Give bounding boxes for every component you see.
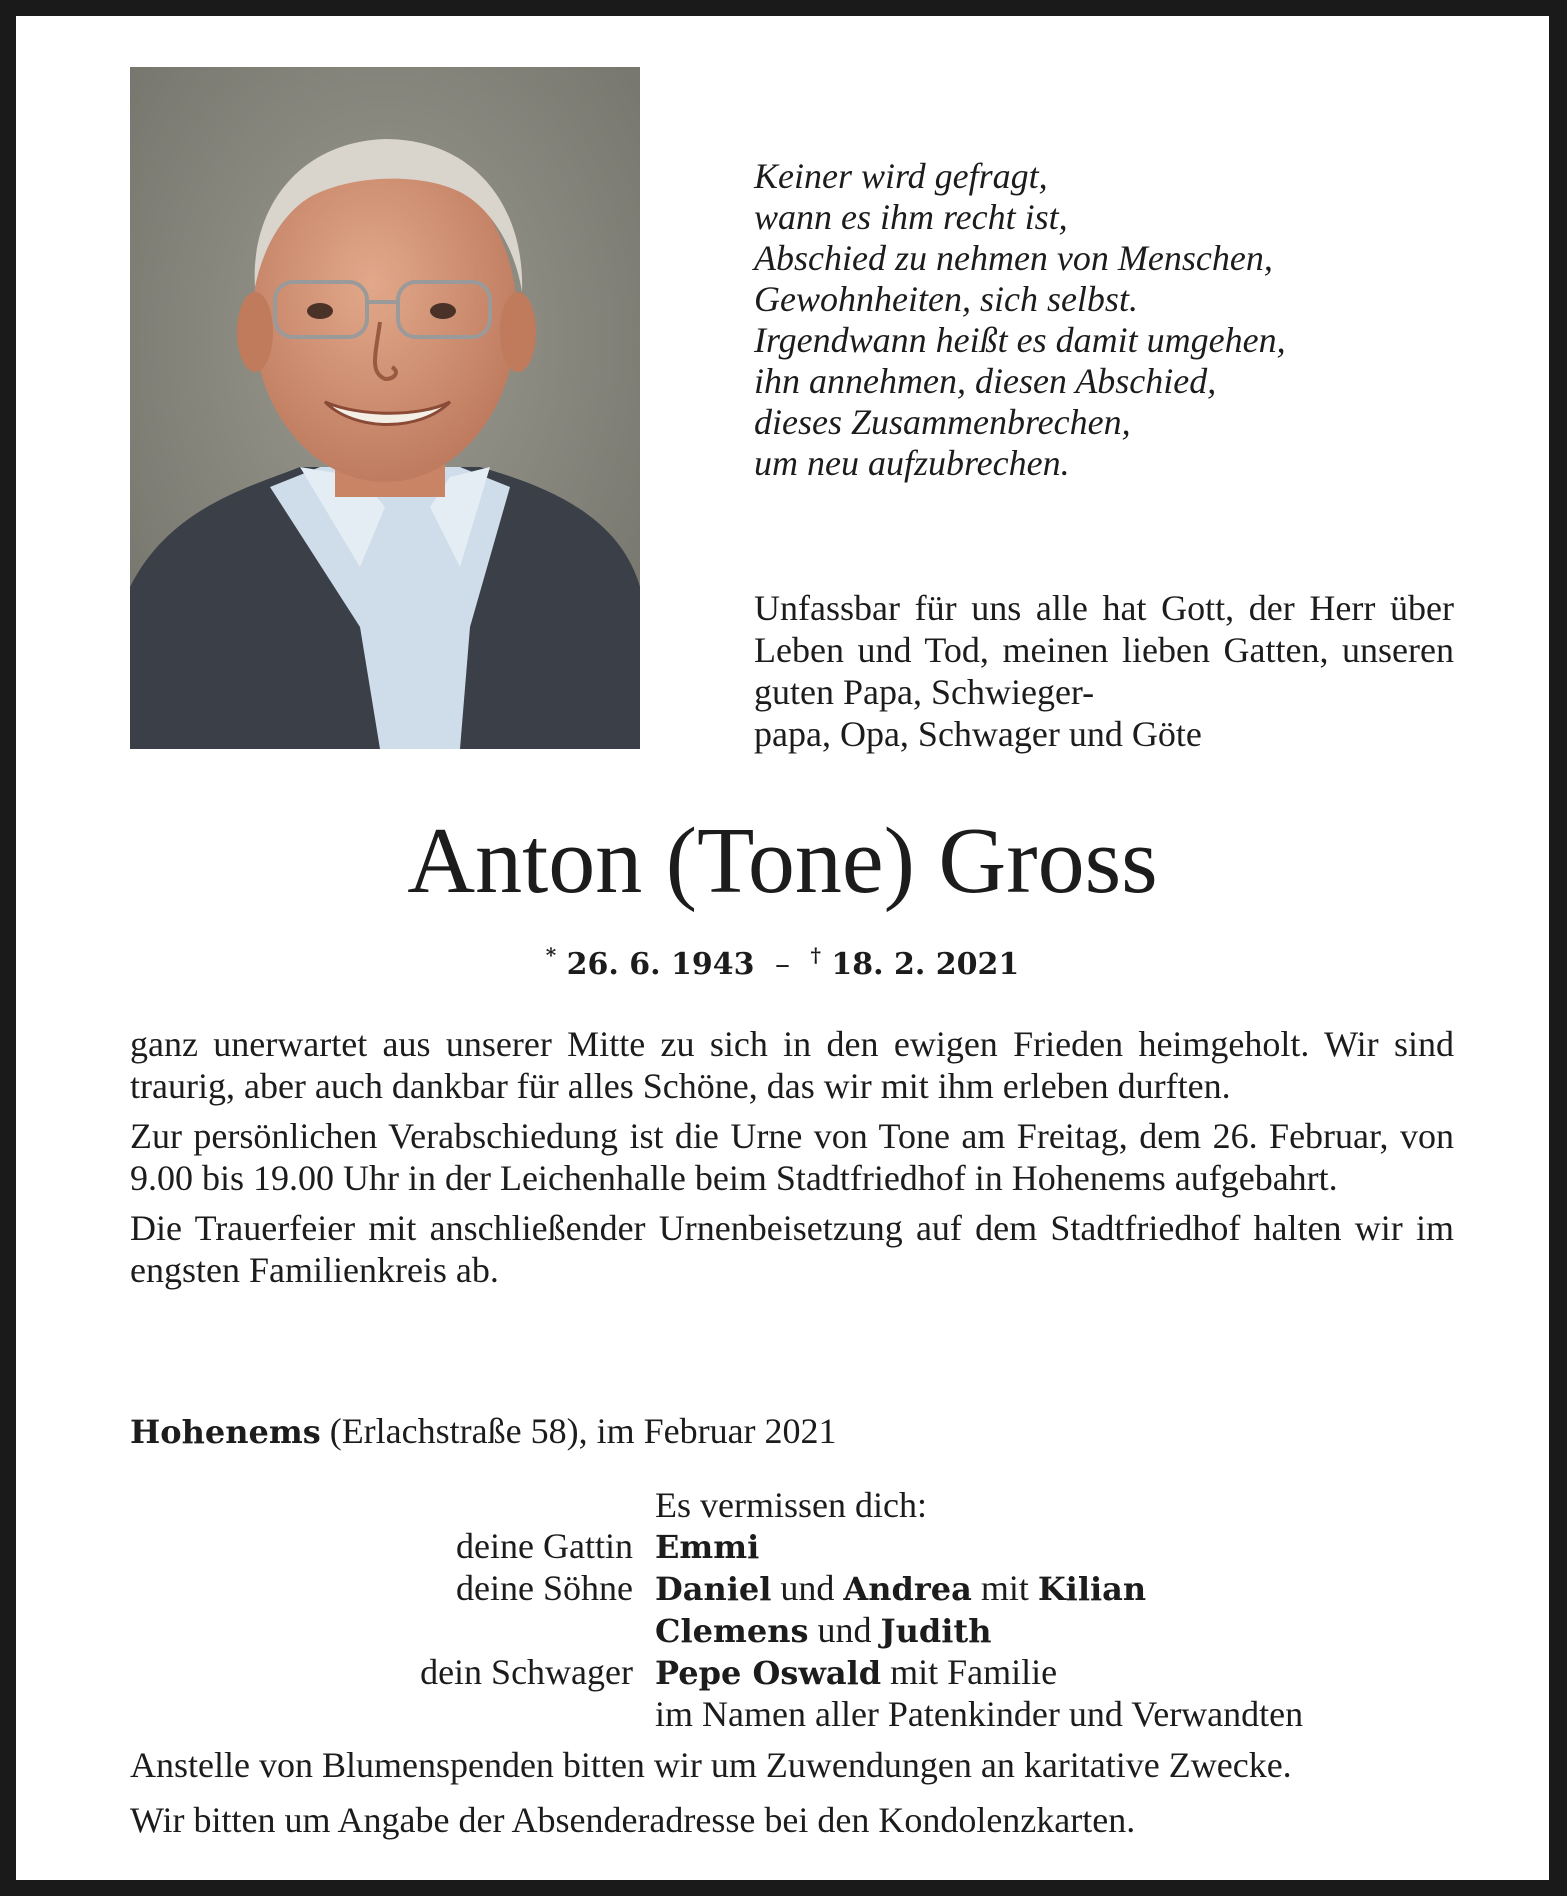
- deceased-name: Anton (Tone) Gross: [407, 809, 1158, 913]
- mourner-row-others: [130, 1694, 1454, 1735]
- obituary-page: [16, 16, 1549, 1880]
- name-son-2: Clemens: [655, 1612, 809, 1650]
- death-symbol: †: [810, 943, 821, 967]
- death-date: 18. 2. 2021: [831, 947, 1020, 982]
- portrait-photo: [130, 67, 640, 749]
- name-son-1: Daniel: [655, 1570, 772, 1608]
- birth-symbol: *: [545, 943, 557, 967]
- brother-suffix: mit Familie: [890, 1652, 1058, 1692]
- mourner-row-brother-in-law: [130, 1652, 1454, 1694]
- address-request-note: Wir bitten um Angabe der Absenderadresse bei den Kondolenzkarten.: [130, 1800, 1136, 1840]
- name-grandchild: Kilian: [1037, 1570, 1147, 1608]
- name-brother-in-law: Pepe Oswald: [655, 1654, 882, 1692]
- name-spouse-2: Judith: [880, 1612, 992, 1650]
- place-date-line: [130, 1410, 1454, 1453]
- intro-paragraph: Unfassbar für uns alle hat Gott, der Herr über Leben und Tod, meinen lieben Gatten, unseren guten Papa, Schwieger- papa, Opa, Schwager und Göte: [754, 588, 1454, 754]
- conjunction-2: und: [817, 1610, 872, 1650]
- birth-date: 26. 6. 1943: [566, 947, 755, 982]
- mourners-list: [130, 1485, 1454, 1735]
- poem: Keiner wird gefragt, wann es ihm recht ist, Abschied zu nehmen von Menschen, Gewohnheiten, sich selbst. Irgendwann heißt es damit umgehen, ihn annehmen, diesen Abschied, dieses Zusammenbrechen, um neu aufzubrechen.: [754, 156, 1286, 483]
- place-address: (Erlachstraße 58), im Februar 2021: [329, 1411, 837, 1451]
- date-separator: –: [775, 947, 790, 982]
- others-line: im Namen aller Patenkinder und Verwandten: [655, 1694, 1304, 1734]
- portrait-illustration: [130, 67, 640, 749]
- place-town: Hohenems: [130, 1413, 321, 1451]
- announcement-body: [130, 1023, 1454, 1299]
- relation-brother-in-law: dein Schwager: [420, 1652, 633, 1692]
- body-paragraph-1: ganz unerwartet aus unserer Mitte zu sich in den ewigen Frieden heimgeholt. Wir sind traurig, aber auch dankbar für alles Schöne, das wir mit ihm erleben durften.: [130, 1024, 1454, 1106]
- body-paragraph-3: Die Trauerfeier mit anschließender Urnenbeisetzung auf dem Stadtfriedhof halten wir im engsten Familienkreis ab.: [130, 1208, 1454, 1290]
- life-dates: [16, 933, 1549, 987]
- mourner-row-sons: [130, 1568, 1454, 1610]
- relation-sons: deine Söhne: [456, 1568, 633, 1608]
- mourners-heading-row: [130, 1485, 1454, 1526]
- name-wife: Emmi: [655, 1528, 760, 1566]
- conjunction-1: und: [780, 1568, 835, 1608]
- closing-notes: [130, 1744, 1454, 1854]
- mourner-row-son-2: [130, 1610, 1454, 1652]
- preposition-with: mit: [980, 1568, 1029, 1608]
- mourner-row-wife: [130, 1526, 1454, 1568]
- body-paragraph-2: Zur persönlichen Verabschiedung ist die Urne von Tone am Freitag, dem 26. Februar, von 9.00 bis 19.00 Uhr in der Leichenhalle beim Stadtfriedhof in Hohenems aufgebahrt.: [130, 1116, 1454, 1198]
- mourners-heading: Es vermissen dich:: [655, 1485, 927, 1525]
- name-spouse-1: Andrea: [843, 1570, 972, 1608]
- flowers-note: Anstelle von Blumenspenden bitten wir um Zuwendungen an karitative Zwecke.: [130, 1745, 1292, 1785]
- relation-wife: deine Gattin: [456, 1526, 633, 1566]
